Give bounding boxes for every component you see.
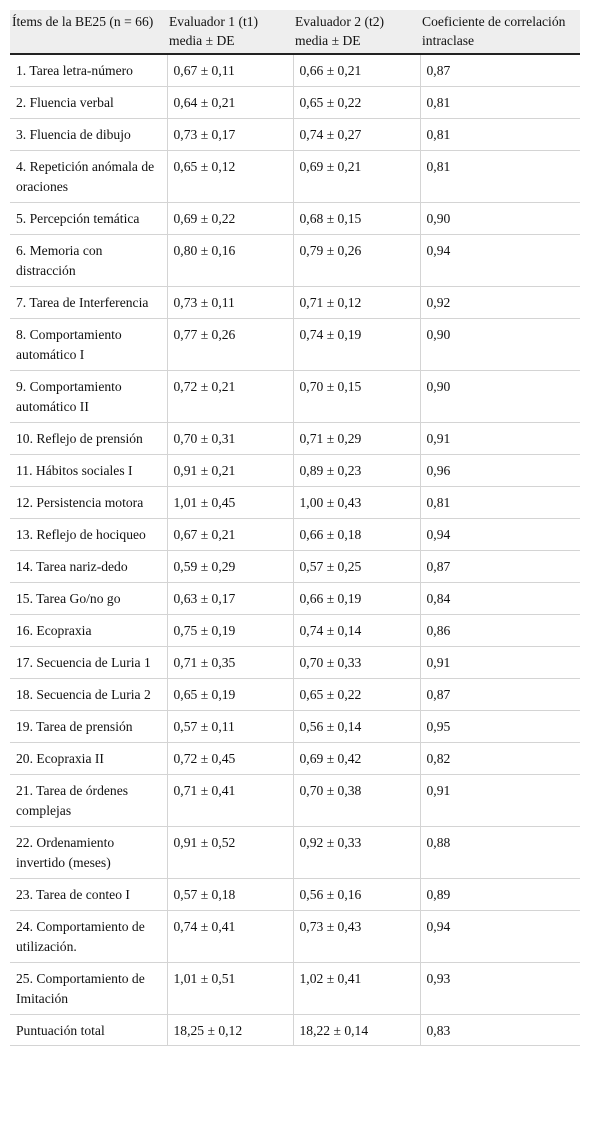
rater-2-cell: 0,57 ± 0,25 <box>293 551 420 583</box>
rater-2-cell: 1,02 ± 0,41 <box>293 963 420 1015</box>
icc-cell: 0,90 <box>420 319 580 371</box>
icc-cell: 0,94 <box>420 235 580 287</box>
table-row <box>10 775 580 827</box>
item-name-cell: 11. Hábitos sociales I <box>10 455 167 487</box>
rater-1-cell: 0,64 ± 0,21 <box>167 87 293 119</box>
rater-1-cell: 0,91 ± 0,52 <box>167 827 293 879</box>
table-row <box>10 423 580 455</box>
table-row <box>10 615 580 647</box>
icc-cell: 0,87 <box>420 679 580 711</box>
item-name-cell: 23. Tarea de conteo I <box>10 879 167 911</box>
rater-1-cell: 0,57 ± 0,18 <box>167 879 293 911</box>
item-name-cell: 1. Tarea letra-número <box>10 54 167 87</box>
rater-2-cell: 0,74 ± 0,14 <box>293 615 420 647</box>
rater-2-cell: 0,79 ± 0,26 <box>293 235 420 287</box>
rater-2-cell: 0,74 ± 0,19 <box>293 319 420 371</box>
rater-1-cell: 0,69 ± 0,22 <box>167 203 293 235</box>
table-row <box>10 455 580 487</box>
rater-2-cell: 0,69 ± 0,42 <box>293 743 420 775</box>
rater-2-cell: 0,56 ± 0,16 <box>293 879 420 911</box>
item-name-cell: 10. Reflejo de prensión <box>10 423 167 455</box>
rater-2-cell: 0,70 ± 0,38 <box>293 775 420 827</box>
table-row <box>10 911 580 963</box>
item-name-cell: 16. Ecopraxia <box>10 615 167 647</box>
table-row <box>10 203 580 235</box>
icc-cell: 0,83 <box>420 1015 580 1046</box>
rater-1-cell: 0,57 ± 0,11 <box>167 711 293 743</box>
item-name-cell: 6. Memoria con distracción <box>10 235 167 287</box>
header-row <box>10 10 580 54</box>
rater-1-cell: 0,74 ± 0,41 <box>167 911 293 963</box>
rater-1-cell: 0,63 ± 0,17 <box>167 583 293 615</box>
rater-1-cell: 0,71 ± 0,41 <box>167 775 293 827</box>
rater-1-cell: 0,67 ± 0,11 <box>167 54 293 87</box>
icc-cell: 0,81 <box>420 487 580 519</box>
table-row <box>10 487 580 519</box>
rater-1-cell: 0,67 ± 0,21 <box>167 519 293 551</box>
icc-cell: 0,91 <box>420 423 580 455</box>
table-row <box>10 583 580 615</box>
icc-cell: 0,81 <box>420 151 580 203</box>
rater-1-cell: 0,73 ± 0,11 <box>167 287 293 319</box>
table-row <box>10 54 580 87</box>
item-name-cell: 24. Comportamiento de utilización. <box>10 911 167 963</box>
rater-2-cell: 0,74 ± 0,27 <box>293 119 420 151</box>
icc-cell: 0,93 <box>420 963 580 1015</box>
icc-cell: 0,96 <box>420 455 580 487</box>
header-items: Ítems de la BE25 (n = 66) <box>10 10 167 54</box>
table-body <box>10 54 580 1046</box>
rater-2-cell: 0,68 ± 0,15 <box>293 203 420 235</box>
rater-2-cell: 0,89 ± 0,23 <box>293 455 420 487</box>
header-rater-1: Evaluador 1 (t1) media ± DE <box>167 10 293 54</box>
item-name-cell: 19. Tarea de prensión <box>10 711 167 743</box>
rater-2-cell: 0,70 ± 0,15 <box>293 371 420 423</box>
rater-2-cell: 0,71 ± 0,29 <box>293 423 420 455</box>
item-name-cell: 12. Persistencia motora <box>10 487 167 519</box>
item-name-cell: Puntuación total <box>10 1015 167 1046</box>
rater-2-cell: 0,66 ± 0,21 <box>293 54 420 87</box>
item-name-cell: 21. Tarea de órdenes complejas <box>10 775 167 827</box>
table-row <box>10 647 580 679</box>
icc-cell: 0,89 <box>420 879 580 911</box>
table-row <box>10 119 580 151</box>
rater-1-cell: 0,72 ± 0,21 <box>167 371 293 423</box>
icc-cell: 0,91 <box>420 647 580 679</box>
table-row <box>10 519 580 551</box>
icc-cell: 0,95 <box>420 711 580 743</box>
rater-2-cell: 0,70 ± 0,33 <box>293 647 420 679</box>
rater-2-cell: 0,71 ± 0,12 <box>293 287 420 319</box>
icc-cell: 0,84 <box>420 583 580 615</box>
item-name-cell: 2. Fluencia verbal <box>10 87 167 119</box>
table-row <box>10 963 580 1015</box>
table-row <box>10 87 580 119</box>
rater-2-cell: 0,73 ± 0,43 <box>293 911 420 963</box>
rater-1-cell: 0,65 ± 0,19 <box>167 679 293 711</box>
rater-1-cell: 0,72 ± 0,45 <box>167 743 293 775</box>
icc-cell: 0,90 <box>420 371 580 423</box>
rater-2-cell: 0,69 ± 0,21 <box>293 151 420 203</box>
icc-cell: 0,87 <box>420 54 580 87</box>
icc-cell: 0,94 <box>420 911 580 963</box>
icc-cell: 0,92 <box>420 287 580 319</box>
rater-2-cell: 0,65 ± 0,22 <box>293 679 420 711</box>
rater-1-cell: 0,65 ± 0,12 <box>167 151 293 203</box>
item-name-cell: 22. Ordenamiento invertido (meses) <box>10 827 167 879</box>
rater-1-cell: 0,75 ± 0,19 <box>167 615 293 647</box>
table-header <box>10 10 580 54</box>
rater-2-cell: 0,65 ± 0,22 <box>293 87 420 119</box>
icc-cell: 0,82 <box>420 743 580 775</box>
table-row <box>10 371 580 423</box>
table-row <box>10 679 580 711</box>
table-row <box>10 711 580 743</box>
rater-2-cell: 0,66 ± 0,19 <box>293 583 420 615</box>
rater-1-cell: 18,25 ± 0,12 <box>167 1015 293 1046</box>
reliability-table <box>10 10 580 1046</box>
table-row <box>10 743 580 775</box>
table-row <box>10 827 580 879</box>
icc-cell: 0,81 <box>420 87 580 119</box>
item-name-cell: 9. Comportamiento automático II <box>10 371 167 423</box>
rater-2-cell: 0,92 ± 0,33 <box>293 827 420 879</box>
item-name-cell: 14. Tarea nariz-dedo <box>10 551 167 583</box>
table-row <box>10 151 580 203</box>
item-name-cell: 20. Ecopraxia II <box>10 743 167 775</box>
item-name-cell: 13. Reflejo de hociqueo <box>10 519 167 551</box>
rater-1-cell: 1,01 ± 0,51 <box>167 963 293 1015</box>
item-name-cell: 15. Tarea Go/no go <box>10 583 167 615</box>
table-row <box>10 235 580 287</box>
table-row <box>10 1015 580 1046</box>
rater-2-cell: 0,66 ± 0,18 <box>293 519 420 551</box>
rater-1-cell: 0,80 ± 0,16 <box>167 235 293 287</box>
icc-cell: 0,94 <box>420 519 580 551</box>
rater-1-cell: 0,59 ± 0,29 <box>167 551 293 583</box>
item-name-cell: 8. Comportamiento automático I <box>10 319 167 371</box>
rater-2-cell: 0,56 ± 0,14 <box>293 711 420 743</box>
rater-1-cell: 1,01 ± 0,45 <box>167 487 293 519</box>
table-row <box>10 287 580 319</box>
icc-cell: 0,81 <box>420 119 580 151</box>
icc-cell: 0,88 <box>420 827 580 879</box>
item-name-cell: 7. Tarea de Interferencia <box>10 287 167 319</box>
item-name-cell: 5. Percepción temática <box>10 203 167 235</box>
rater-2-cell: 1,00 ± 0,43 <box>293 487 420 519</box>
header-icc: Coeficiente de correlación intraclase <box>420 10 580 54</box>
table-row <box>10 551 580 583</box>
item-name-cell: 25. Comportamiento de Imitación <box>10 963 167 1015</box>
item-name-cell: 4. Repetición anómala de oraciones <box>10 151 167 203</box>
item-name-cell: 17. Secuencia de Luria 1 <box>10 647 167 679</box>
icc-cell: 0,86 <box>420 615 580 647</box>
icc-cell: 0,90 <box>420 203 580 235</box>
table-row <box>10 879 580 911</box>
rater-1-cell: 0,77 ± 0,26 <box>167 319 293 371</box>
icc-cell: 0,87 <box>420 551 580 583</box>
rater-1-cell: 0,70 ± 0,31 <box>167 423 293 455</box>
rater-1-cell: 0,73 ± 0,17 <box>167 119 293 151</box>
rater-1-cell: 0,91 ± 0,21 <box>167 455 293 487</box>
rater-1-cell: 0,71 ± 0,35 <box>167 647 293 679</box>
table-row <box>10 319 580 371</box>
rater-2-cell: 18,22 ± 0,14 <box>293 1015 420 1046</box>
header-rater-2: Evaluador 2 (t2) media ± DE <box>293 10 420 54</box>
icc-cell: 0,91 <box>420 775 580 827</box>
item-name-cell: 3. Fluencia de dibujo <box>10 119 167 151</box>
item-name-cell: 18. Secuencia de Luria 2 <box>10 679 167 711</box>
